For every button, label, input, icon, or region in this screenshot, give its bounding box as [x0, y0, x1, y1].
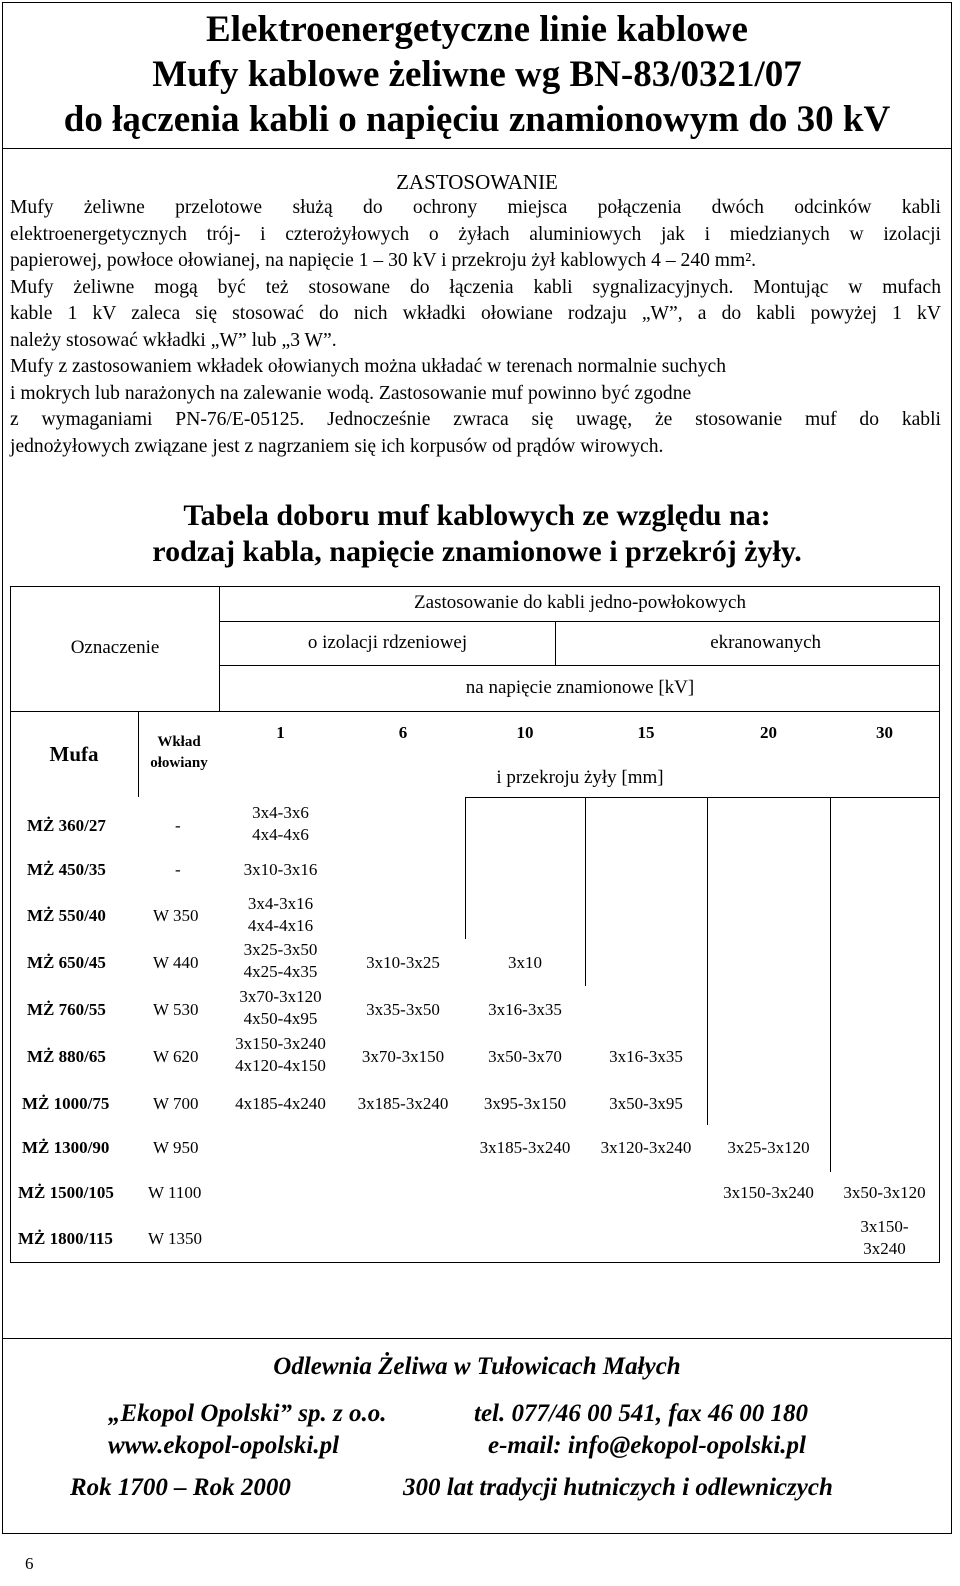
footer-phone: tel. 077/46 00 541, fax 46 00 180: [474, 1400, 809, 1427]
paragraph-line: Mufy z zastosowaniem wkładek ołowianych można układać w terenach normalnie suchych: [10, 356, 727, 377]
table-cell-mufa: MŻ 550/40: [27, 906, 106, 925]
header-mufa: Mufa: [49, 742, 99, 766]
table-cell-mufa: MŻ 360/27: [27, 816, 106, 835]
table-cell-6kv: 3x35-3x50: [366, 1000, 440, 1019]
table-border-bottom: [10, 1262, 940, 1263]
footer-name: „Ekopol Opolski” sp. z o.o.: [108, 1400, 387, 1427]
table-cell-insert: -: [175, 816, 181, 835]
footer-website: www.ekopol-opolski.pl: [108, 1432, 340, 1459]
footer-tradition: 300 lat tradycji hutniczych i odlewniczych: [403, 1474, 833, 1501]
table-cell-10kv: 3x10: [508, 953, 542, 972]
table-cell-20kv: 3x150-3x240: [723, 1183, 814, 1202]
title-line-2: Mufy kablowe żeliwne wg BN-83/0321/07: [152, 54, 802, 95]
table-rule: [707, 797, 708, 1125]
table-title-line-1: Tabela doboru muf kablowych ze względu na:: [183, 499, 771, 532]
table-cell-1kv: 3x4-3x6 4x4-4x6: [252, 803, 309, 844]
table-cell-1kv: 4x185-4x240: [235, 1094, 326, 1113]
table-cell-mufa: MŻ 760/55: [27, 1000, 106, 1019]
footer-years: Rok 1700 – Rok 2000: [70, 1474, 291, 1501]
header-voltage: na napięcie znamionowe [kV]: [465, 677, 695, 698]
table-cell-insert: W 1350: [148, 1229, 202, 1248]
table-cell-mufa: MŻ 650/45: [27, 953, 106, 972]
header-insert-line-2: ołowiany: [150, 755, 208, 771]
table-rule: [465, 797, 940, 798]
table-cell-10kv: 3x50-3x70: [488, 1047, 562, 1066]
title-line-3: do łączenia kabli o napięciu znamionowym do 30 kV: [63, 99, 891, 140]
table-title-line-2: rodzaj kabla, napięcie znamionowe i przekrój żyły.: [152, 535, 802, 568]
header-designation: Oznaczenie: [70, 637, 160, 658]
paragraph-line: Mufy żeliwne mogą być też stosowane do łączenia kabli sygnalizacyjnych. Montując w mufach: [10, 276, 941, 298]
table-rule: [465, 797, 466, 939]
page-number: 6: [25, 1554, 34, 1573]
footer-email: e-mail: info@ekopol-opolski.pl: [488, 1432, 806, 1459]
table-cell-insert: W 530: [153, 1000, 199, 1019]
voltage-6: 6: [398, 723, 408, 742]
table-cell-mufa: MŻ 880/65: [27, 1047, 106, 1066]
table-cell-10kv: 3x95-3x150: [483, 1094, 567, 1113]
voltage-30: 30: [876, 723, 893, 742]
table-cell-insert: W 1100: [148, 1183, 202, 1202]
paragraph-line: należy stosować wkładki „W” lub „3 W”.: [10, 329, 337, 351]
table-cell-insert: W 950: [153, 1138, 199, 1157]
table-rule: [220, 621, 940, 622]
header-insert-line-1: Wkład: [157, 734, 201, 750]
paragraph-line: z wymaganiami PN-76/E-05125. Jednocześnie zwraca się uwagę, że stosowanie muf do kabli: [10, 409, 941, 430]
table-cell-20kv: 3x25-3x120: [727, 1138, 810, 1157]
table-cell-insert: W 700: [153, 1094, 199, 1113]
table-cell-15kv: 3x16-3x35: [609, 1047, 683, 1066]
paragraph-line: kable 1 kV zaleca się stosować do nich wkładki ołowiane rodzaju „W”, a do kabli powyżej 1 kV: [10, 303, 941, 324]
table-cell-15kv: 3x50-3x95: [609, 1094, 683, 1113]
header-insert: [139, 732, 219, 774]
application-paragraph: [10, 195, 941, 460]
table-cell-mufa: MŻ 1000/75: [22, 1094, 110, 1113]
table-cell-10kv: 3x185-3x240: [479, 1138, 571, 1157]
voltage-1: 1: [276, 723, 285, 742]
header-application: Zastosowanie do kabli jedno-powłokowych: [414, 592, 746, 613]
table-cell-1kv: 3x70-3x120 4x50-4x95: [239, 987, 322, 1028]
table-cell-10kv: 3x16-3x35: [488, 1000, 562, 1019]
paragraph-line: elektroenergetycznych trój- i czterożyłowych o żyłach aluminiowych jak i miedzianych w izolacji: [10, 223, 941, 245]
table-cell-insert: W 440: [153, 953, 199, 972]
footer-separator: [2, 1338, 952, 1339]
table-rule: [10, 711, 940, 712]
table-border-left: [10, 586, 11, 1263]
table-cell-15kv: 3x120-3x240: [600, 1138, 692, 1157]
paragraph-line: Mufy żeliwne przelotowe służą do ochrony miejsca połączenia dwóch odcinków kabli: [10, 197, 941, 218]
table-cell-insert: W 350: [153, 906, 199, 925]
table-cell-1kv: 3x4-3x16 4x4-4x16: [247, 894, 314, 935]
table-cell-mufa: MŻ 1800/115: [18, 1229, 113, 1248]
table-cell-30kv: 3x150- 3x240: [860, 1217, 909, 1258]
title-separator: [2, 148, 952, 149]
voltage-20: 20: [760, 723, 777, 742]
header-cross-section: i przekroju żyły [mm]: [496, 767, 664, 788]
table-border-top: [10, 586, 940, 587]
section-heading: ZASTOSOWANIE: [396, 170, 558, 194]
table-cell-6kv: 3x185-3x240: [357, 1094, 449, 1113]
footer-company: Odlewnia Żeliwa w Tułowicach Małych: [273, 1353, 681, 1380]
title-line-1: Elektroenergetyczne linie kablowe: [206, 9, 748, 50]
table-rule: [220, 665, 940, 666]
table-cell-1kv: 3x150-3x240 4x120-4x150: [235, 1034, 326, 1075]
table-cell-1kv: 3x10-3x16: [243, 860, 318, 879]
header-insulation: o izolacji rdzeniowej: [307, 632, 468, 653]
table-cell-insert: W 620: [153, 1047, 199, 1066]
table-cell-1kv: 3x25-3x50 4x25-4x35: [243, 940, 318, 981]
header-screened: ekranowanych: [710, 632, 821, 653]
table-rule: [830, 797, 831, 1172]
table-cell-30kv: 3x50-3x120: [843, 1183, 926, 1202]
table-cell-mufa: MŻ 1300/90: [22, 1138, 110, 1157]
table-cell-mufa: MŻ 1500/105: [18, 1183, 114, 1202]
paragraph-line: papierowej, powłoce ołowianej, na napięcie 1 – 30 kV i przekroju żył kablowych 4 – 240 mm².: [10, 250, 757, 271]
table-cell-6kv: 3x10-3x25: [366, 953, 440, 972]
table-cell-insert: -: [175, 860, 181, 879]
voltage-10: 10: [516, 723, 534, 742]
voltage-15: 15: [637, 723, 655, 742]
paragraph-line: jednożyłowych związane jest z nagrzaniem się ich korpusów od prądów wirowych.: [10, 435, 664, 457]
table-cell-6kv: 3x70-3x150: [361, 1047, 445, 1066]
table-rule: [585, 797, 586, 986]
paragraph-line: i mokrych lub narażonych na zalewanie wodą. Zastosowanie muf powinno być zgodne: [10, 382, 692, 404]
table-cell-mufa: MŻ 450/35: [27, 860, 106, 879]
